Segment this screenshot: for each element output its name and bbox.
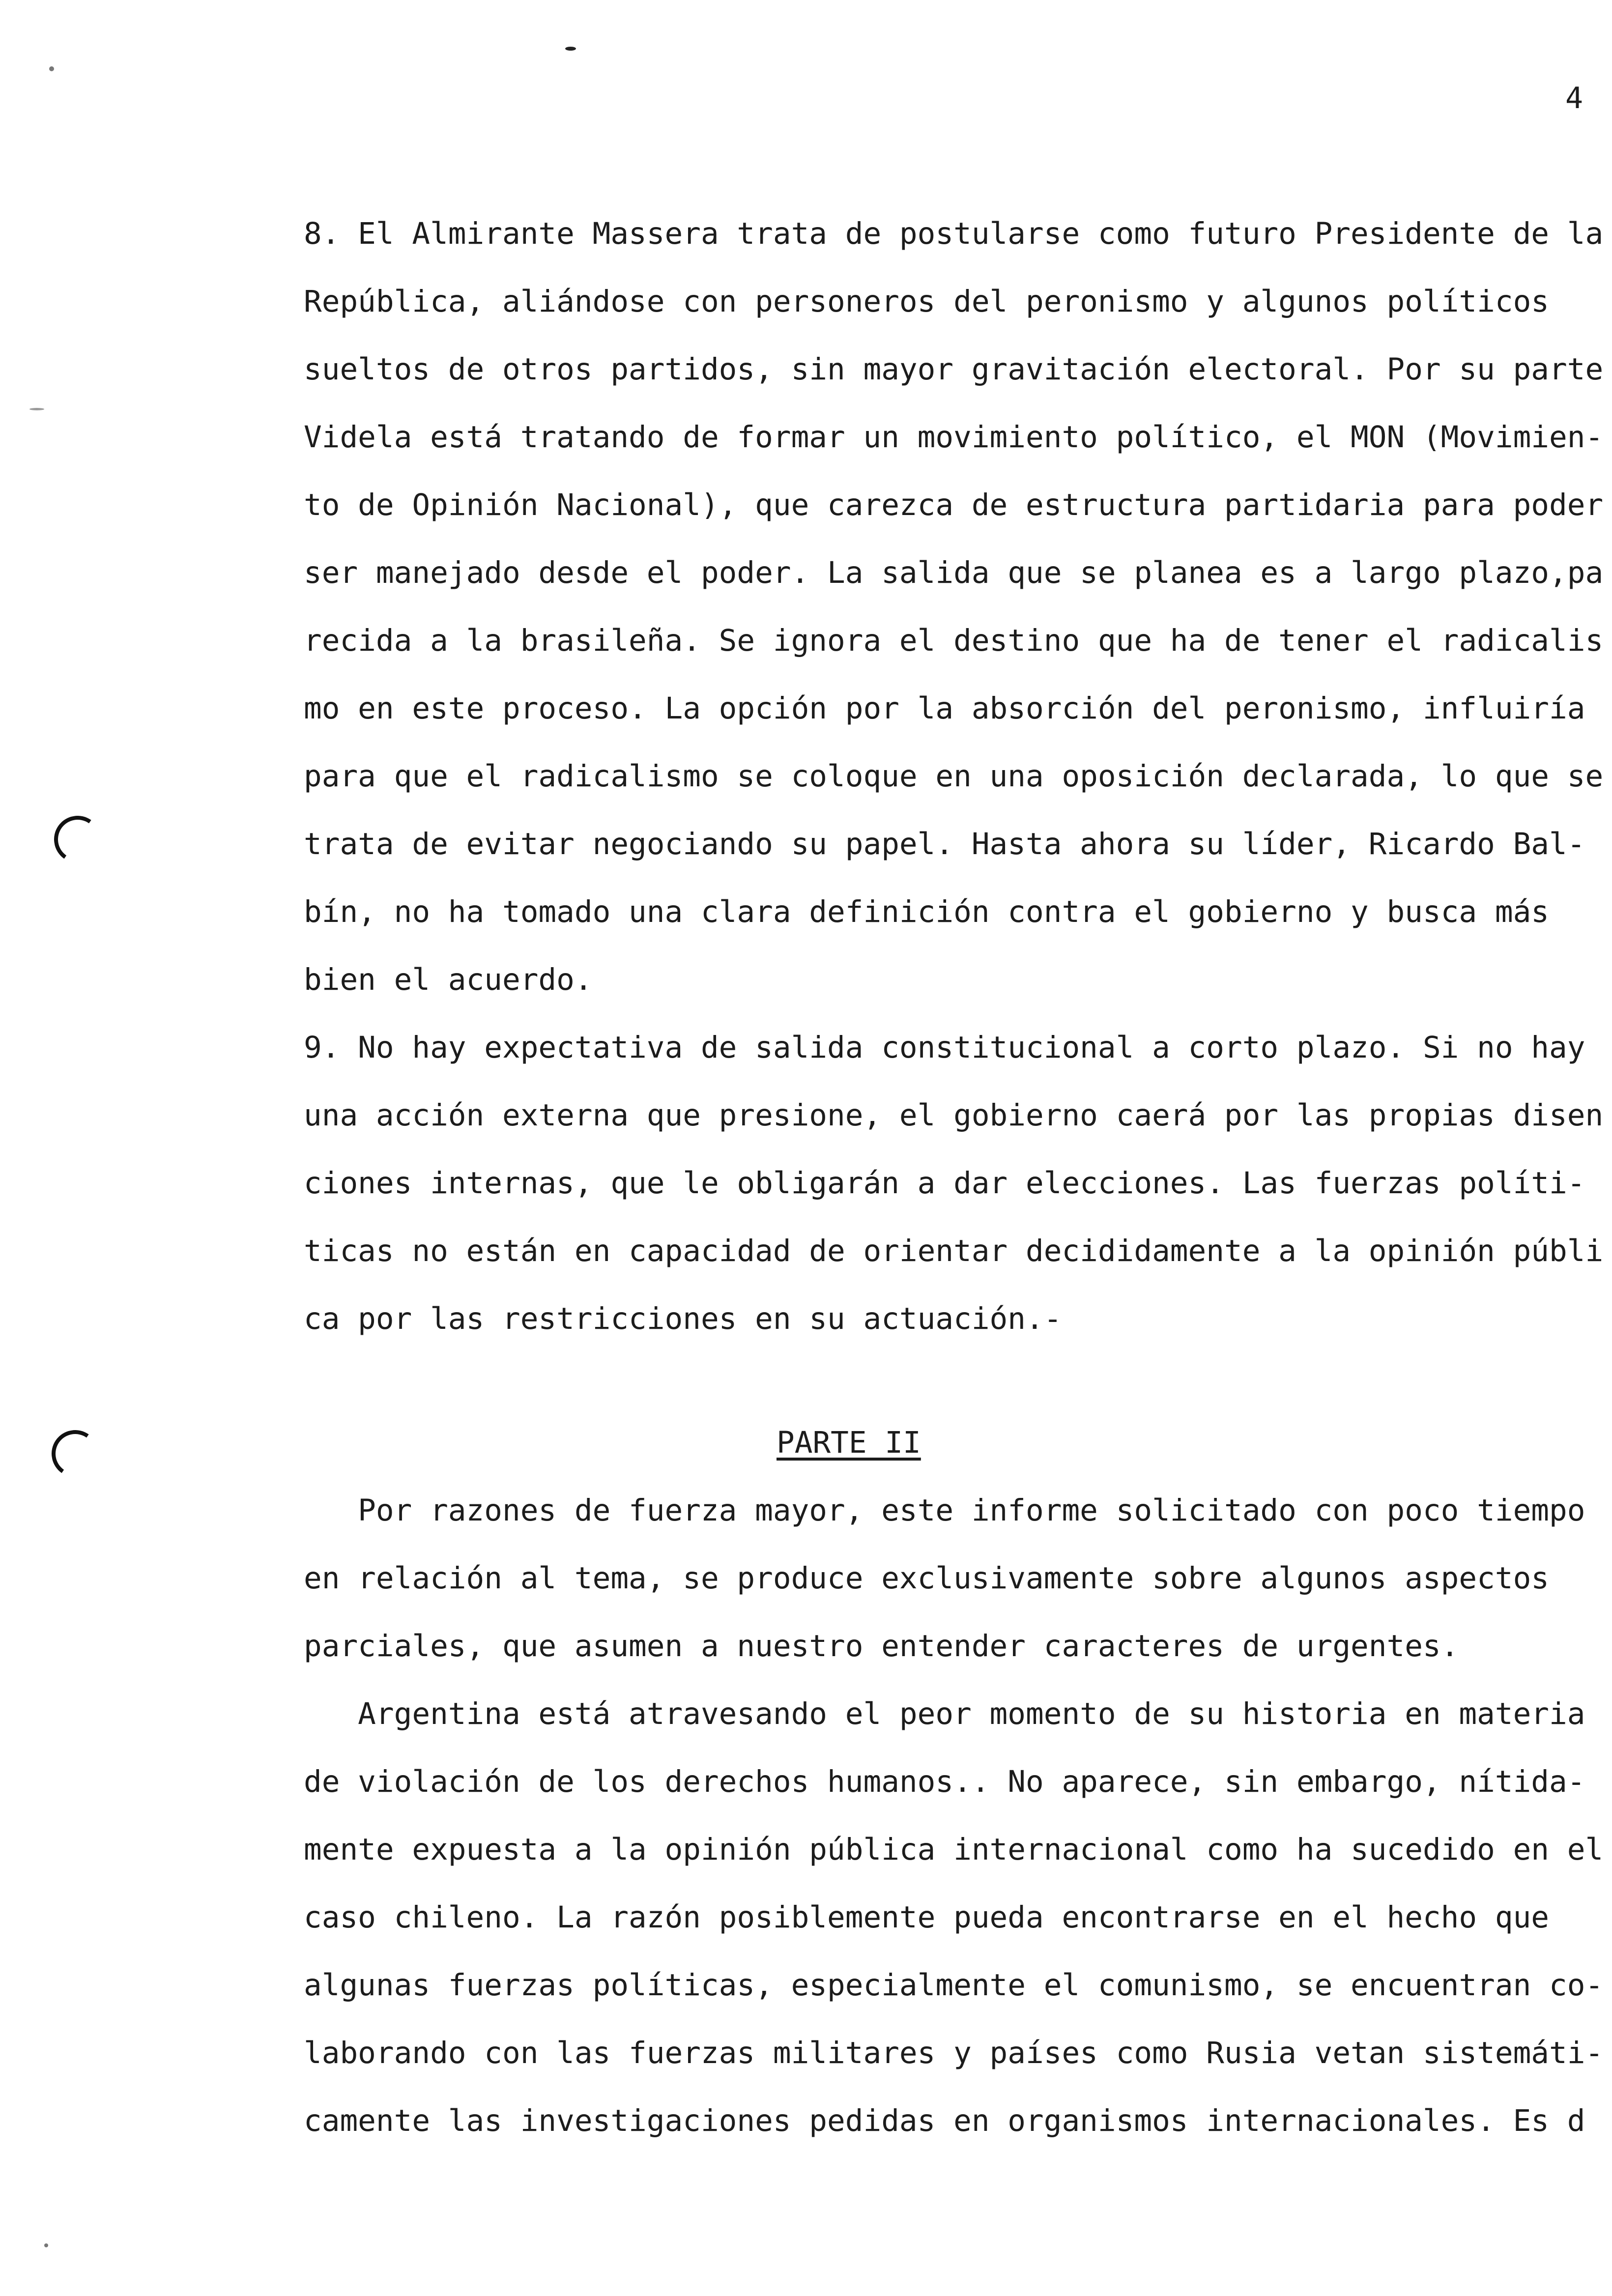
text-line: ca por las restricciones en su actuación.- xyxy=(304,1301,1062,1336)
text-line: recida a la brasileña. Se ignora el destino que ha de tener el radicalis xyxy=(304,623,1604,658)
text-line: ciones internas, que le obligarán a dar elecciones. Las fuerzas políti- xyxy=(304,1166,1585,1201)
text-line: camente las investigaciones pedidas en organismos internacionales. Es d xyxy=(304,2103,1585,2138)
text-line: ser manejado desde el poder. La salida que se planea es a largo plazo,pa xyxy=(304,555,1604,590)
text-line: to de Opinión Nacional), que carezca de estructura partidaria para poder xyxy=(304,488,1604,522)
text-line: bien el acuerdo. xyxy=(304,962,593,997)
text-line: de violación de los derechos humanos.. No aparece, sin embargo, nítida- xyxy=(304,1764,1585,1799)
text-line: en relación al tema, se produce exclusivamente sobre algunos aspectos xyxy=(304,1561,1550,1596)
page-number: 4 xyxy=(1565,81,1583,115)
text-line: laborando con las fuerzas militares y países como Rusia vetan sistemáti- xyxy=(304,2036,1604,2070)
text-line: 8. El Almirante Massera trata de postularse como futuro Presidente de la xyxy=(304,216,1604,251)
text-line: Argentina está atravesando el peor momento de su historia en materia xyxy=(304,1696,1585,1731)
punch-hole-bottom xyxy=(48,1426,102,1481)
text-line: 9. No hay expectativa de salida constitucional a corto plazo. Si no hay xyxy=(304,1030,1585,1065)
punch-hole-top xyxy=(50,812,105,866)
text-line: mente expuesta a la opinión pública internacional como ha sucedido en el xyxy=(304,1832,1604,1867)
section-heading: PARTE II xyxy=(777,1425,921,1460)
text-line: ticas no están en capacidad de orientar decididamente a la opinión públi xyxy=(304,1234,1604,1268)
text-line: sueltos de otros partidos, sin mayor gravitación electoral. Por su parte xyxy=(304,352,1604,387)
speck xyxy=(49,66,54,71)
text-line: Videla está tratando de formar un movimiento político, el MON (Movimien- xyxy=(304,420,1604,455)
text-line: trata de evitar negociando su papel. Hasta ahora su líder, Ricardo Bal- xyxy=(304,827,1585,861)
speck xyxy=(44,2243,48,2247)
speck xyxy=(565,47,576,51)
text-line: mo en este proceso. La opción por la absorción del peronismo, influiría xyxy=(304,691,1585,726)
text-line: una acción externa que presione, el gobierno caerá por las propias disen xyxy=(304,1098,1604,1133)
text-line: caso chileno. La razón posiblemente pueda encontrarse en el hecho que xyxy=(304,1900,1550,1935)
text-line: bín, no ha tomado una clara definición contra el gobierno y busca más xyxy=(304,894,1550,929)
text-line: parciales, que asumen a nuestro entender caracteres de urgentes. xyxy=(304,1629,1459,1664)
text-line: algunas fuerzas políticas, especialmente el comunismo, se encuentran co- xyxy=(304,1968,1604,2003)
text-line: Por razones de fuerza mayor, este informe solicitado con poco tiempo xyxy=(304,1493,1585,1528)
text-line: para que el radicalismo se coloque en una oposición declarada, lo que se xyxy=(304,759,1604,794)
speck xyxy=(29,408,44,410)
text-line: República, aliándose con personeros del peronismo y algunos políticos xyxy=(304,284,1550,319)
